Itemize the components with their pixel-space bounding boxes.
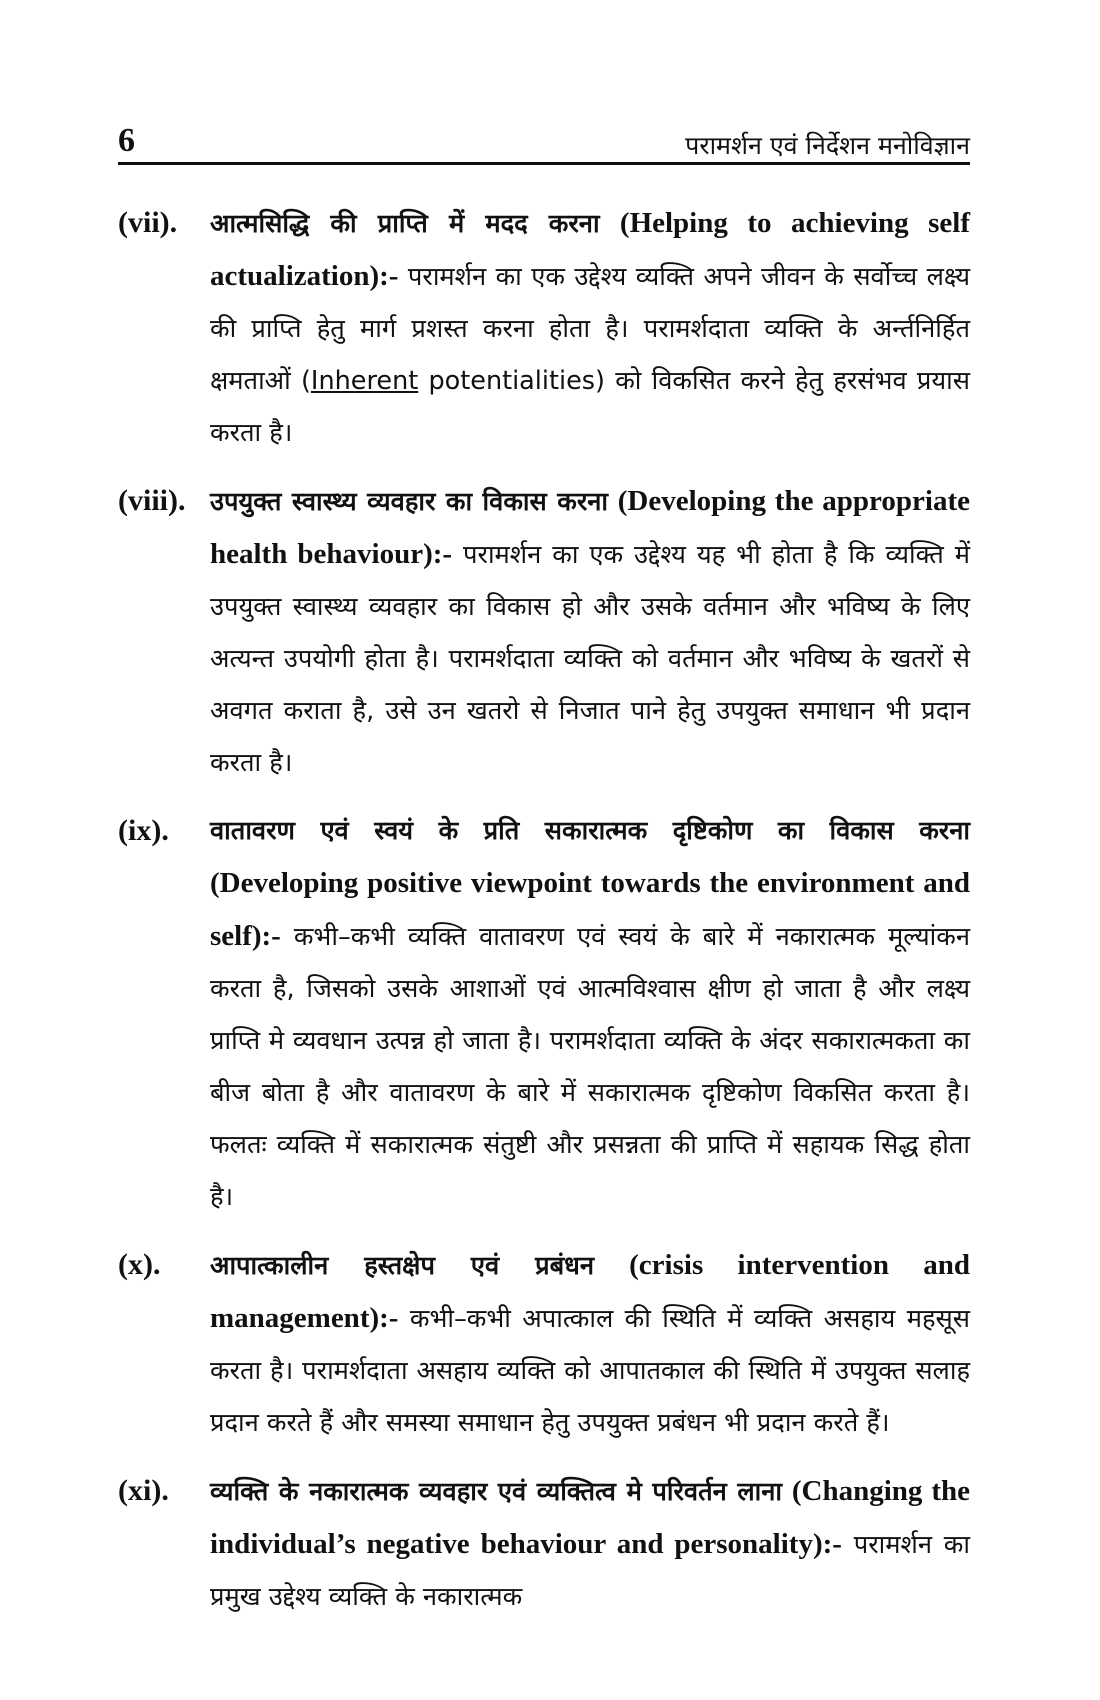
- objectives-list: [118, 197, 970, 1623]
- item-heading-english: (Developing the appropriate health behaviour):-: [210, 485, 970, 570]
- item-text: कभी–कभी व्यक्ति वातावरण एवं स्वयं के बारे में नकारात्मक मूल्यांकन करता है, जिसको उसके आशाओं एवं आत्मविश्वास क्षीण हो जाता है और लक्ष्य प्राप्ति मे व्यवधान उत्पन्न हो जाता है। परामर्शदाता व्यक्ति के अंदर सकारात्मकता का बीज बोता है और वातावरण के बारे में सकारात्मक दृष्टिकोण विकसित करता है। फलतः व्यक्ति में सकारात्मक संतुष्टी और प्रसन्नता की प्राप्ति में सहायक सिद्ध होता है।: [210, 922, 970, 1212]
- item-heading-hindi: आत्मसिद्धि की प्राप्ति में मदद करना: [210, 209, 600, 239]
- item-text-continued: potentialities) को विकसित करने हेतु हरसंभव प्रयास करता है।: [210, 366, 970, 448]
- item-number: (viii).: [118, 484, 186, 517]
- page-number: 6: [118, 122, 135, 159]
- item-text: परामर्शन का एक उद्देश्य व्यक्ति अपने जीवन के सर्वोच्च लक्ष्य की प्राप्ति हेतु मार्ग प्रशस्त करना होता है। परामर्शदाता व्यक्ति के अर्न्तनिर्हित क्षमताओं (: [210, 262, 970, 396]
- item-heading-hindi: उपयुक्त स्वास्थ्य व्यवहार का विकास करना: [210, 487, 609, 517]
- list-item-vii: [118, 197, 970, 459]
- list-item-viii: [118, 475, 970, 789]
- running-header: [118, 112, 970, 165]
- item-text: परामर्शन का एक उद्देश्य यह भी होता है कि व्यक्ति में उपयुक्त स्वास्थ्य व्यवहार का विकास हो और उसके वर्तमान और भविष्य के लिए अत्यन्त उपयोगी होता है। परामर्शदाता व्यक्ति को वर्तमान और भविष्य के खतरों से अवगत कराता है, उसे उन खतरो से निजात पाने हेतु उपयुक्त समाधान भी प्रदान करता है।: [210, 540, 971, 778]
- list-item-xi: [118, 1465, 970, 1623]
- item-heading-english: (Helping to achieving self actualization):-: [210, 207, 970, 292]
- item-text: परामर्शन का प्रमुख उद्देश्य व्यक्ति के नकारात्मक: [210, 1530, 970, 1612]
- item-number: (ix).: [118, 814, 169, 847]
- item-number: (vii).: [118, 206, 178, 239]
- book-title: परामर्शन एवं निर्देशन मनोविज्ञान: [685, 131, 970, 160]
- item-body: [210, 475, 970, 789]
- item-number: (xi).: [118, 1474, 169, 1507]
- item-heading-hindi: व्यक्ति के नकारात्मक व्यवहार एवं व्यक्तित्व मे परिवर्तन लाना: [210, 1477, 783, 1507]
- item-body: [210, 1239, 970, 1449]
- item-heading-english: (Changing the individual’s negative behaviour and personality):-: [210, 1475, 970, 1560]
- item-body: [210, 805, 970, 1223]
- item-text: कभी–कभी अपात्काल की स्थिति में व्यक्ति असहाय महसूस करता है। परामर्शदाता असहाय व्यक्ति को आपातकाल की स्थिति में उपयुक्त सलाह प्रदान करते हैं और समस्या समाधान हेतु उपयुक्त प्रबंधन भी प्रदान करते हैं।: [210, 1304, 970, 1438]
- book-page: [118, 112, 970, 1672]
- item-heading-hindi: आपात्कालीन हस्तक्षेप एवं प्रबंधन: [210, 1251, 594, 1281]
- item-number: (x).: [118, 1248, 161, 1281]
- item-body: [210, 1465, 970, 1623]
- list-item-ix: [118, 805, 970, 1223]
- item-heading-english: (Developing positive viewpoint towards the environment and self):-: [210, 867, 970, 952]
- list-item-x: [118, 1239, 970, 1449]
- item-heading-hindi: वातावरण एवं स्वयं के प्रति सकारात्मक दृष्टिकोण का विकास करना: [210, 816, 970, 846]
- item-heading-english: (crisis intervention and management):-: [210, 1249, 970, 1334]
- underlined-term: Inherent: [310, 366, 419, 396]
- item-body: [210, 197, 970, 459]
